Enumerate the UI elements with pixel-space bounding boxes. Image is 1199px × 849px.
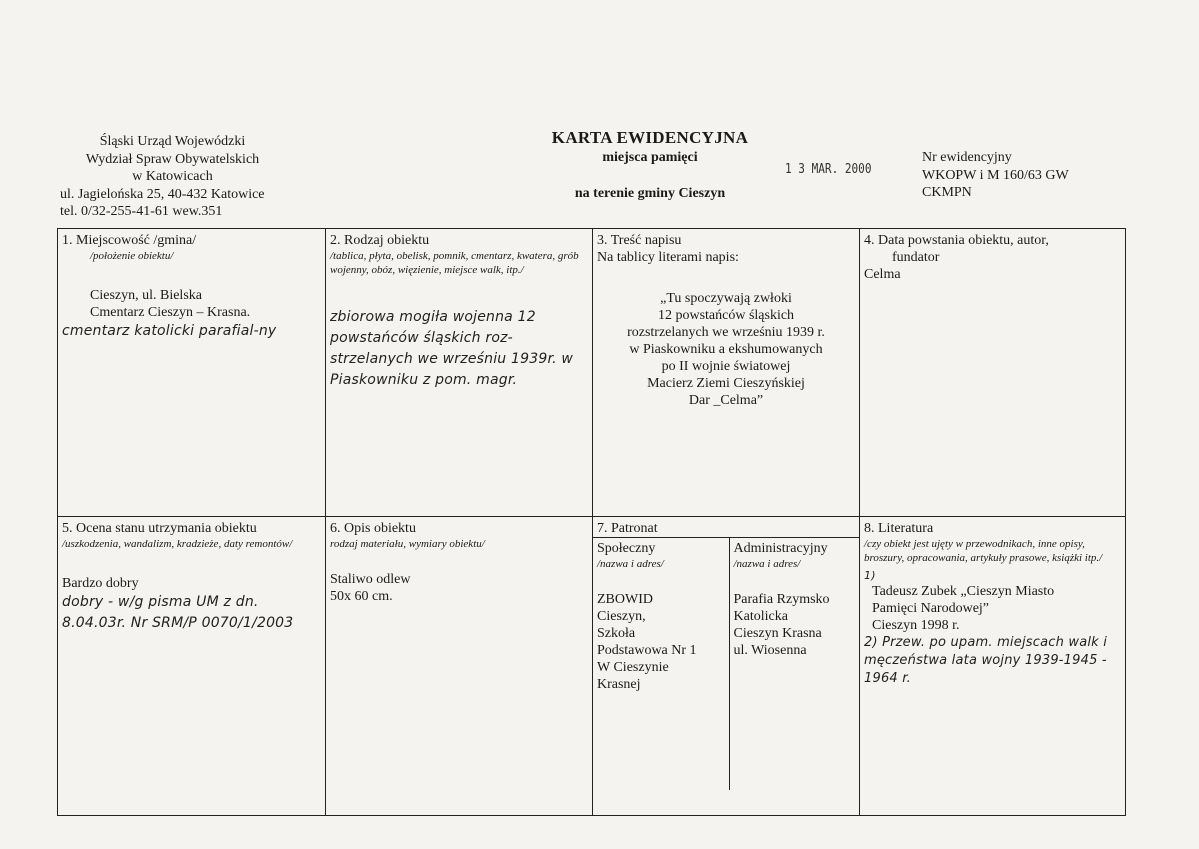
patronage-social-lines: [597, 591, 725, 693]
cell-location-value-2: Cmentarz Cieszyn – Krasna.: [90, 305, 251, 320]
record-table: [57, 228, 1126, 816]
patronage-social-line: W Cieszynie: [597, 660, 669, 675]
cell-inscription: [593, 229, 860, 517]
cell-literature-header: 8. Literatura: [864, 521, 934, 536]
cell-location-handwriting: cmentarz katolicki parafial-ny: [62, 323, 277, 339]
patronage-social-line: Podstawowa Nr 1: [597, 643, 697, 658]
cell-origin-value: Celma: [864, 267, 901, 282]
cell-inscription-text: [597, 290, 855, 409]
sender-block: [60, 133, 340, 221]
cell-literature-value-1: Tadeusz Zubek „Cieszyn Miasto: [872, 584, 1055, 599]
registry-block: [922, 149, 1069, 202]
cell-literature: [860, 517, 1126, 816]
cell-object-type-handwriting: zbiorowa mogiła wojenna 12 powstańców śląskich roz-strzelanych we wrześniu 1939r. w Piaskowniku z pom. magr.: [330, 309, 574, 388]
inscription-line: po II wojnie światowej: [661, 359, 791, 374]
inscription-line: w Piaskowniku a ekshumowanych: [629, 342, 823, 357]
patronage-admin: [729, 538, 855, 790]
inscription-line: Dar _Celma”: [688, 393, 764, 408]
cell-location-header: 1. Miejscowość /gmina/: [62, 233, 197, 248]
registry-label: Nr ewidencyjny: [922, 150, 1012, 165]
cell-condition-value: Bardzo dobry: [62, 576, 139, 591]
date-stamp: 1 3 MAR. 2000: [785, 162, 872, 177]
title-block: [470, 128, 830, 202]
cell-literature-handwriting: 2) Przew. po upam. miejscach walk i męczeństwa lata wojny 1939-1945 - 1964 r.: [864, 635, 1108, 686]
cell-origin: [860, 229, 1126, 517]
cell-literature-value-3: Cieszyn 1998 r.: [872, 618, 960, 633]
cell-description-header: 6. Opis obiektu: [330, 521, 416, 536]
inscription-line: „Tu spoczywają zwłoki: [660, 291, 792, 306]
cell-origin-header-2: fundator: [892, 250, 940, 265]
cell-description: [326, 517, 593, 816]
cell-literature-num: 1): [864, 569, 876, 582]
registry-code: CKMPN: [922, 185, 972, 200]
patronage-social-line: Krasnej: [597, 677, 641, 692]
cell-patronage-header: 7. Patronat: [597, 521, 658, 536]
patronage-admin-sub: /nazwa i adres/: [733, 558, 801, 570]
patronage-social-line: Cieszyn,: [597, 609, 646, 624]
patronage-admin-line: Cieszyn Krasna: [733, 626, 822, 641]
cell-origin-header: 4. Data powstania obiektu, autor,: [864, 233, 1049, 248]
patronage-admin-line: Katolicka: [733, 609, 788, 624]
cell-object-type-header: 2. Rodzaj obiektu: [330, 233, 430, 248]
inscription-line: 12 powstańców śląskich: [657, 308, 795, 323]
patronage-admin-line: ul. Wiosenna: [733, 643, 807, 658]
cell-description-value-1: Staliwo odlew: [330, 572, 411, 587]
cell-object-type-sub: /tablica, płyta, obelisk, pomnik, cmentarz, kwatera, grób wojenny, obóz, więzienie, miejsce walk, itp./: [330, 250, 579, 276]
inscription-line: Macierz Ziemi Cieszyńskiej: [647, 376, 805, 391]
document-area: na terenie gminy Cieszyn: [574, 186, 726, 201]
document-subtitle: miejsca pamięci: [602, 150, 698, 165]
cell-literature-value-2: Pamięci Narodowej”: [872, 601, 990, 616]
patronage-admin-head: Administracyjny: [733, 541, 828, 556]
cell-location-value-1: Cieszyn, ul. Bielska: [90, 288, 202, 303]
registry-number: WKOPW i M 160/63 GW: [922, 167, 1069, 183]
cell-patronage: [593, 517, 860, 816]
cell-description-sub: rodzaj materiału, wymiary obiektu/: [330, 538, 485, 550]
patronage-admin-line: Parafia Rzymsko: [733, 592, 830, 607]
cell-description-value-2: 50x 60 cm.: [330, 589, 393, 604]
patronage-social: [597, 538, 729, 790]
cell-location-sub: /położenie obiektu/: [90, 250, 174, 262]
patronage-columns: [597, 538, 855, 790]
cell-location: [58, 229, 326, 517]
cell-condition-sub: /uszkodzenia, wandalizm, kradzieże, daty remontów/: [62, 538, 293, 550]
patronage-social-line: Szkoła: [597, 626, 636, 641]
inscription-line: rozstrzelanych we wrześniu 1939 r.: [627, 325, 825, 340]
patronage-admin-lines: [734, 591, 856, 659]
cell-inscription-intro: Na tablicy literami napis:: [597, 250, 739, 265]
cell-condition-header: 5. Ocena stanu utrzymania obiektu: [62, 521, 257, 536]
document-title: KARTA EWIDENCYJNA: [551, 128, 749, 147]
sender-line-3: w Katowicach: [132, 169, 213, 184]
sender-line-5: tel. 0/32-255-41-61 wew.351: [60, 204, 223, 219]
patronage-social-sub: /nazwa i adres/: [597, 558, 664, 570]
cell-inscription-header: 3. Treść napisu: [597, 233, 682, 248]
cell-literature-sub: /czy obiekt jest ujęty w przewodnikach, inne opisy, broszury, opracowania, artykuły prasowe, książki itp./: [864, 538, 1103, 564]
sender-line-2: Wydział Spraw Obywatelskich: [85, 151, 260, 167]
patronage-social-head: Społeczny: [597, 541, 656, 556]
cell-object-type: [326, 229, 593, 517]
sender-line-4: ul. Jagielońska 25, 40-432 Katowice: [60, 186, 265, 202]
cell-condition-handwriting: dobry - w/g pisma UM z dn. 8.04.03r. Nr SRM/P 0070/1/2003: [62, 594, 294, 631]
cell-condition: [58, 517, 326, 816]
patronage-social-line: ZBOWID: [597, 592, 653, 607]
sender-line-1: Śląski Urząd Wojewódzki: [99, 134, 246, 149]
